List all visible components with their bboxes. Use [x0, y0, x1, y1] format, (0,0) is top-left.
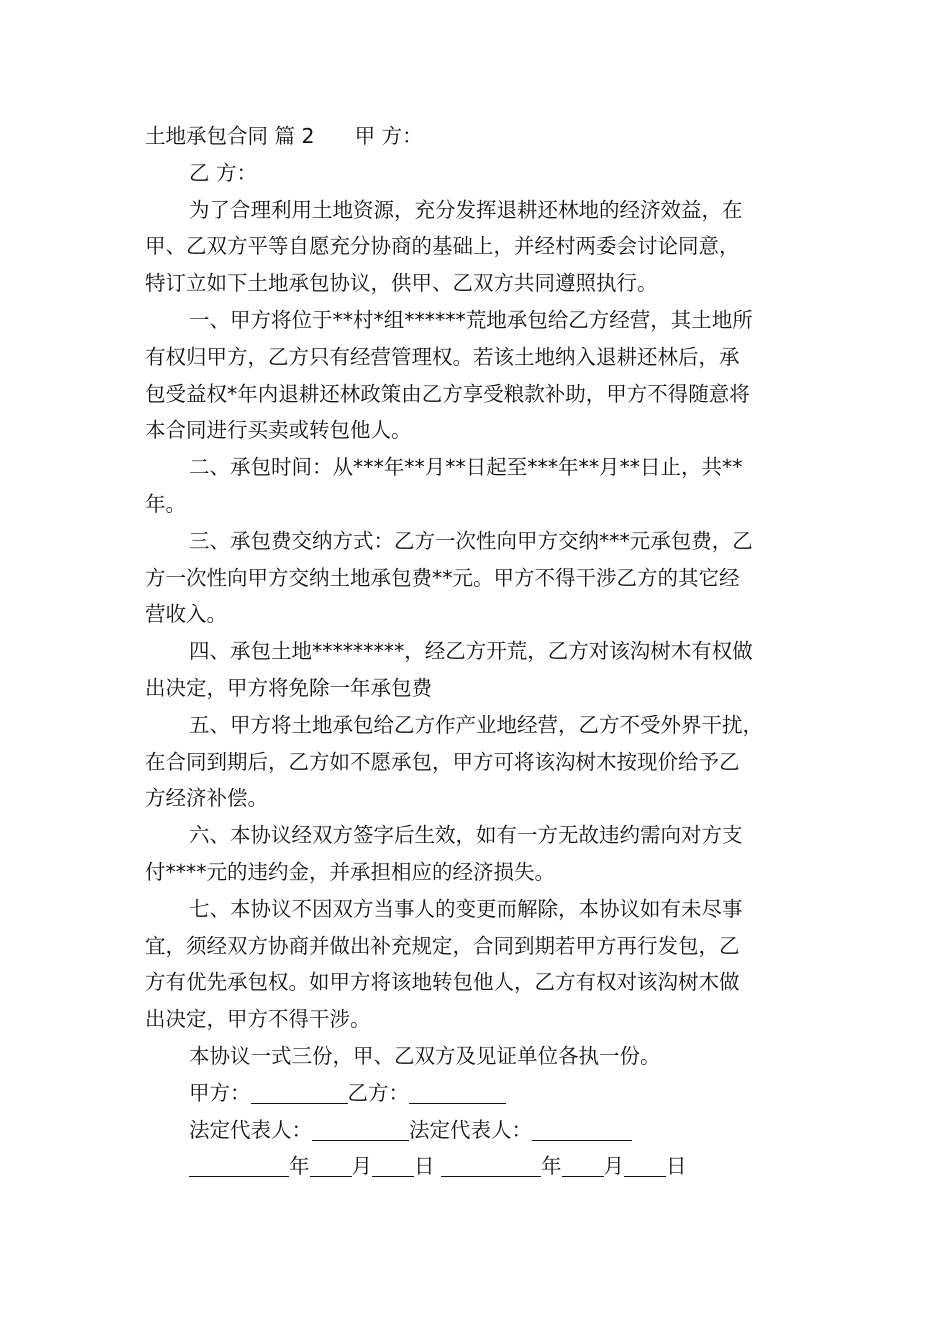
date-a-day-label: 日 — [414, 1154, 435, 1179]
party-a-heading: 甲 方： — [354, 124, 423, 148]
party-a-sign-label: 甲方： — [189, 1080, 251, 1105]
date-a-month-blank[interactable] — [310, 1152, 352, 1177]
clause-4: 四、承包土地*********，经乙方开荒，乙方对该沟树木有权做 出决定，甲方将免除一年承包费 — [145, 639, 753, 700]
date-b-year-blank[interactable] — [441, 1152, 541, 1177]
paragraph-intro: 为了合理利用土地资源，充分发挥退耕还林地的经济效益，在 甲、乙双方平等自愿充分协商的基础上，并经村两委会讨论同意， 特订立如下土地承包协议，供甲、乙双方共同遵照执行。 — [145, 197, 743, 296]
closing-statement: 本协议一式三份，甲、乙双方及见证单位各执一份。 — [189, 1043, 661, 1068]
date-a-month-label: 月 — [351, 1154, 372, 1179]
clause-6: 六、本协议经双方签字后生效，如有一方无故违约需向对方支 付****元的违约金，并承担相应的经济损失。 — [145, 823, 743, 884]
date-a-year-label: 年 — [289, 1154, 310, 1179]
date-a-day-blank[interactable] — [372, 1152, 414, 1177]
document-title: 土地承包合同 篇 2 — [145, 124, 315, 148]
date-b-day-blank[interactable] — [624, 1152, 666, 1177]
contract-document — [145, 118, 825, 1185]
representative-signature-row — [145, 1112, 825, 1149]
party-b-sign-blank[interactable] — [409, 1079, 506, 1104]
rep-b-label: 法定代表人： — [409, 1117, 532, 1142]
party-b-sign-label: 乙方： — [347, 1080, 409, 1105]
rep-b-blank[interactable] — [532, 1116, 632, 1141]
date-b-month-label: 月 — [603, 1154, 625, 1179]
party-b-heading: 乙 方： — [189, 160, 258, 185]
party-signature-row — [145, 1075, 825, 1112]
clause-2: 二、承包时间：从***年**月**日起至***年**月**日止，共** 年。 — [145, 455, 743, 516]
title-line — [145, 118, 825, 155]
date-b-year-label: 年 — [541, 1154, 562, 1179]
clause-1: 一、甲方将位于**村*组******荒地承包给乙方经营，其土地所 有权归甲方，乙方只有经营管理权。若该土地纳入退耕还林后，承 包受益权*年内退耕还林政策由乙方享受粮款补助，甲方不得随意将 本合同进行买卖或转包他人。 — [145, 307, 753, 443]
rep-a-label: 法定代表人： — [189, 1117, 312, 1142]
clause-3: 三、承包费交纳方式：乙方一次性向甲方交纳***元承包费，乙 方一次性向甲方交纳土地承包费**元。甲方不得干涉乙方的其它经 营收入。 — [145, 528, 753, 627]
rep-a-blank[interactable] — [312, 1116, 409, 1141]
date-b-day-label: 日 — [666, 1154, 687, 1179]
clause-5: 五、甲方将土地承包给乙方作产业地经营，乙方不受外界干扰， 在合同到期后，乙方如不愿承包，甲方可将该沟树木按现价给予乙 方经济补偿。 — [145, 712, 763, 811]
clause-7: 七、本协议不因双方当事人的变更而解除，本协议如有未尽事 宜，须经双方协商并做出补充规定，合同到期若甲方再行发包，乙 方有优先承包权。如甲方将该地转包他人，乙方有权对该沟树木做 出决定，甲方不得干涉。 — [145, 896, 743, 1032]
date-a-year-blank[interactable] — [189, 1152, 289, 1177]
party-a-sign-blank[interactable] — [251, 1079, 348, 1104]
date-b-month-blank[interactable] — [562, 1152, 604, 1177]
date-row — [145, 1148, 825, 1185]
